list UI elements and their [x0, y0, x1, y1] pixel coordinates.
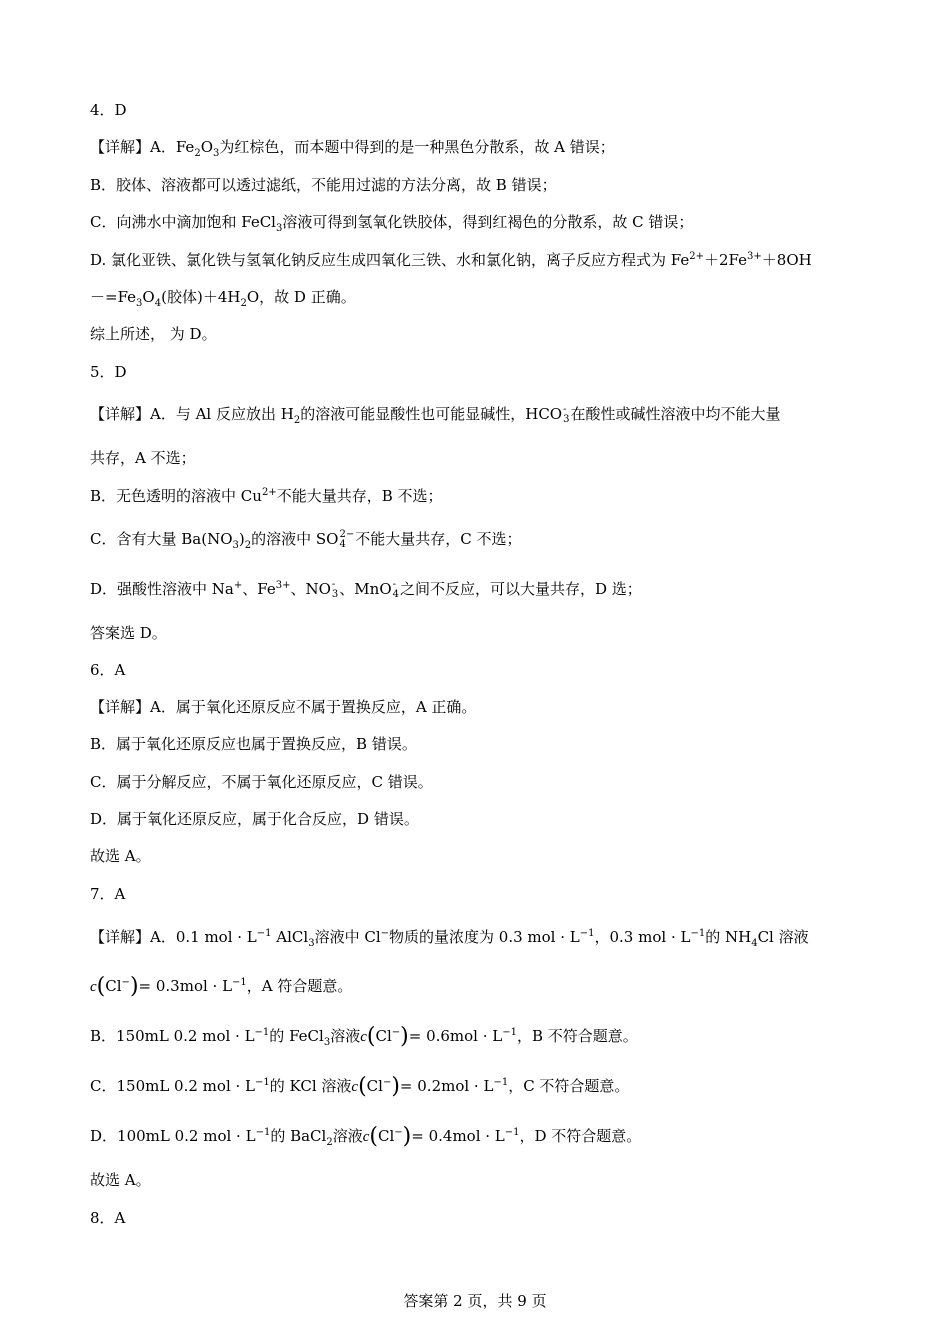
explanation-7c: C．150mL 0.2 mol · $L^{-1}$的 KCl 溶液$c(Cl^-)= 0.2mol \cdot L^{-1}$，C 不符合题意。 [90, 1074, 630, 1099]
explanation-5a-cont: 共存，A 不选； [90, 449, 196, 467]
explanation-7a: 【详解】A．0.1 mol · $L^{-1}$ AlCl$_3$溶液中 Cl−物质的量浓度为 0.3 mol · $L^{-1}$，0.3 mol · $L^{-1}$的 $NH_4Cl$ 溶液 [90, 928, 809, 949]
answer-number-6: 6．A [90, 661, 126, 679]
explanation-6b: B．属于氧化还原反应也属于置换反应，B 错误。 [90, 735, 417, 753]
explanation-5c: C．含有大量 $Ba(NO_3)_2$的溶液中 SO 2− 4 不能大量共存，C 不选； [90, 529, 522, 551]
explanation-7a-cont: $c(Cl^-)= 0.3mol \cdot L^{-1}$，A 符合题意。 [90, 974, 353, 999]
explanation-6c: C．属于分解反应，不属于氧化还原反应，C 错误。 [90, 773, 433, 791]
answer-number-7: 7．A [90, 885, 126, 903]
explanation-5a: 【详解】A．与 Al 反应放出 $H_2$的溶液可能显酸性也可能显碱性，HCO - 3 在酸性或碱性溶液中均不能大量 [90, 404, 781, 426]
explanation-4c: C．向沸水中滴加饱和 FeCl$_3$溶液可得到氢氧化铁胶体，得到红褐色的分散系，故 C 错误； [90, 213, 694, 234]
explanation-7d: D．100mL 0.2 mol · $L^{-1}$的 BaCl$_2$溶液$c(Cl^-)= 0.4mol \cdot L^{-1}$，D 不符合题意。 [90, 1124, 642, 1149]
summary-4: 综上所述， 为 D。 [90, 325, 217, 343]
explanation-4b: B．胶体、溶液都可以透过滤纸，不能用过滤的方法分离，故 B 错误； [90, 176, 557, 194]
explanation-5d: D．强酸性溶液中 Na+、$Fe^{3+}$、NO - 3 、MnO - 4 之间不反应，可以大量共存，D 选； [90, 579, 642, 600]
answer-number-5: 5．D [90, 363, 127, 381]
summary-6: 故选 A。 [90, 847, 151, 865]
explanation-7b: B．150mL 0.2 mol · $L^{-1}$的 FeCl$_3$溶液$c(Cl^-)= 0.6mol \cdot L^{-1}$，B 不符合题意。 [90, 1024, 638, 1049]
summary-7: 故选 A。 [90, 1171, 151, 1189]
explanation-4d-cont: $-=Fe_3O_4$(胶体)$+4H_2O$，故 D 正确。 [90, 288, 356, 309]
summary-5: 答案选 D。 [90, 624, 167, 642]
explanation-5b: B．无色透明的溶液中 $Cu^{2+}$不能大量共存，B 不选； [90, 487, 443, 505]
explanation-6a: 【详解】A．属于氧化还原反应不属于置换反应，A 正确。 [90, 698, 477, 716]
page-footer: 答案第 2 页，共 9 页 [403, 1292, 547, 1310]
explanation-4a: 【详解】A．$Fe_2O_3$为红棕色，而本题中得到的是一种黑色分散系，故 A 错误； [90, 138, 615, 159]
explanation-6d: D．属于氧化还原反应，属于化合反应，D 错误。 [90, 810, 419, 828]
answer-number-4: 4．D [90, 101, 127, 119]
explanation-4d: D. 氯化亚铁、氯化铁与氢氧化钠反应生成四氧化三铁、水和氯化钠，离子反应方程式为 $Fe^{2+}+2Fe^{3+}+8OH$ [90, 251, 812, 269]
answer-number-8: 8．A [90, 1209, 126, 1227]
